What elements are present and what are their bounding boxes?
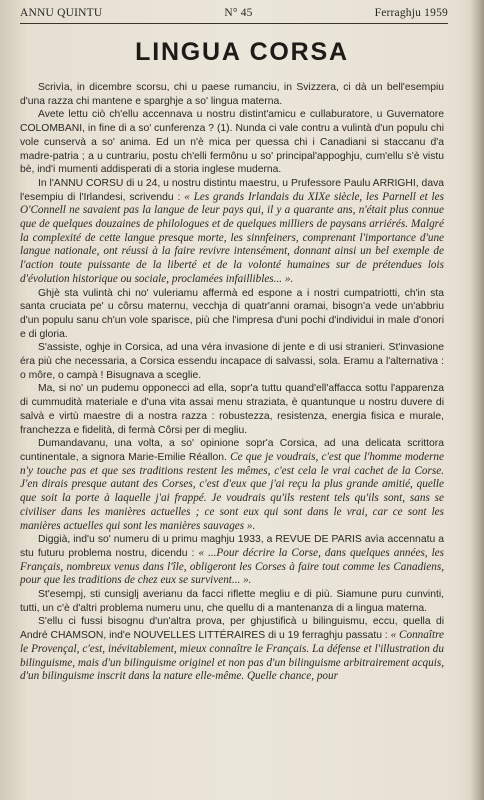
article-paragraph — [20, 81, 444, 108]
paragraph-text: Diggià, ind'u so' numeru di u primu maghju 1933, a REVUE DE PARIS avìa accennatu a stu futuru problema nostru, dicendu : — [20, 534, 444, 559]
article-paragraph — [20, 108, 444, 177]
paragraph-text: Ghjè sta vulintà chi no' vuleriamu affermà ed espone a i nostri cumpatriotti, ch'in sta santa cruciata pe' u côrsu maternu, vecchja di quatr'anni oramai, bisogn'a vede un'abbriu d'un populu sanu ch'un vole sparisce, più che l'impresa d'uni pochi d'individui in male d'onori e di gloria. — [20, 287, 444, 340]
article-paragraph — [20, 382, 444, 437]
article-paragraph — [20, 287, 444, 342]
article-paragraph — [20, 615, 444, 684]
article-paragraph — [20, 533, 444, 588]
journal-name: ANNU QUINTU — [20, 7, 103, 19]
paragraph-text: S'assiste, oghje in Corsica, ad una véra invasione di jente e di usi stranieri. St'invasione éra più che necessaria, a Corsica essendu incapace di salvassi, sola. Eramu a l'alternativa : o môre, o campà ! Bisugnava a sceglie. — [20, 342, 444, 381]
running-header — [20, 7, 448, 23]
article-body — [20, 81, 444, 684]
quoted-french-text: « Connaître le Provençal, c'est, inévitablement, mieux connaître le Français. La défense et l'illustration du bilinguisme, mais d'un bilinguisme originel et non pas d'un bilinguisme arbitrairement acquis, d'un bilinguisme inscrit dans la nature elle-même. Quelle chance, pour — [20, 629, 444, 683]
paragraph-text: S'ellu ci fussi bisognu d'un'altra prova, per ghjustificà u bilinguismu, eccu, quella di André CHAMSON, ind'e NOUVELLES LITTÉRAIRES di u 19 ferraghju passatu : — [20, 616, 444, 642]
paragraph-text: Ma, si no' un pudemu opponecci ad ella, sopr'a tuttu quand'ell'affacca sottu l'apparenza di cummudità materiale e d'una vita assai menu straziata, è quantunque u nostru duvere di salvà e virtù maestre di a nostra razza : robustezza, resistenza, energia fisica e murale, franchezza e fidelità, di fermà Côrsi per di megliu. — [20, 383, 444, 436]
article-paragraph — [20, 341, 444, 382]
quoted-french-text: « Les grands Irlandais du XIXe siècle, les Parnell et les O'Connell ne savaient pas la langue de leur pays qui, il y a quarante ans, n'était plus connue que de quelques douzaines de philologues et de quelques milliers de paysans arriérés. Malgré la complexité de cette langue presque morte, les sinnfeiners, comprenant l'importance d'une langue nationale, ont réussi à la faire revivre intensément, donnant ainsi un bel exemple de l'action toute puissante de la liberté et de la volonté humaines sur de prétendues lois d'évolution historique ou sociale, proclamées infaillibles... ». — [20, 190, 444, 285]
header-rule — [20, 23, 448, 24]
article-paragraph — [20, 437, 444, 533]
article-paragraph — [20, 588, 444, 615]
paragraph-text: In l'ANNU CORSU di u 24, u nostru distintu maestru, u Prufessore Paulu ARRIGHI, dava l'esempiu di l'Irlandesi, scrivendu : — [20, 177, 444, 203]
page-edge-shadow — [470, 0, 484, 800]
quoted-french-text: « ...Pour décrire la Corse, dans quelques années, les Français, nombreux venus dans l'île, obligeront les Corses à faire tout comme les Canadiens, pour que les traditions de chez eux se survivent... ». — [20, 546, 445, 587]
issue-number: N° 45 — [224, 7, 253, 19]
paragraph-text: Scrivìa, in dicembre scorsu, chi u paese rumanciu, in Svizzera, ci dà un bell'esempiu d'una razza chi mantene e sparghje a so' lingua materna. — [20, 82, 444, 107]
paragraph-text: Avete lettu ciò ch'ellu accennava u nostru distint'amicu e cullaburatore, u Guvernatore COLOMBANI, in fine di a so' cunferenza ? (1). Nunda ci vale contru a vulintà d'un populu chi vole cunservà a so' anima. Ed un n'è mica per quessa chi i Canadiani si staccanu d'a madre-patria ; a u cuntrariu, postu ch'elli fermônu u so' principal'appoghju, cum'ellu s'è vistu bè, ind'i mumenti addisperati di a storia inglese muderna. — [20, 109, 444, 176]
article-paragraph — [20, 177, 444, 287]
paragraph-text: Dumandavanu, una volta, a so' opinione sopr'a Corsica, ad una delicata scrittora cuntinentale, a signora Marie-Emilie Réallon. — [20, 438, 444, 463]
paragraph-text: St'esempj, sti cunsiglj averianu da facci riflette megliu e di più. Siamune puru cunvinti, tutti, un c'è d'altri problema numeru unu, che quellu di a mantenanza di a lingua materna. — [20, 589, 444, 614]
quoted-french-text: Ce que je voudrais, c'est que l'homme moderne n'y touche pas et que ses traditions restent les mêmes, c'est cela le vrai cachet de la Corse. J'en dirais presque autant des Corses, c'est d'eux que j'ai reçu la plus grande amitié, quelle que soit la porte à laquelle j'ai frappé. Je voudrais qu'ils restent tels qu'ils sont, sans se civiliser dans les manières actuelles ; ce sont eux qui sont dans le vrai, car ce sont les manières actuelles qui sont les manières sauvages ». — [20, 450, 444, 532]
issue-date: Ferraghju 1959 — [374, 7, 448, 19]
article-title: LINGUA CORSA — [135, 38, 349, 66]
